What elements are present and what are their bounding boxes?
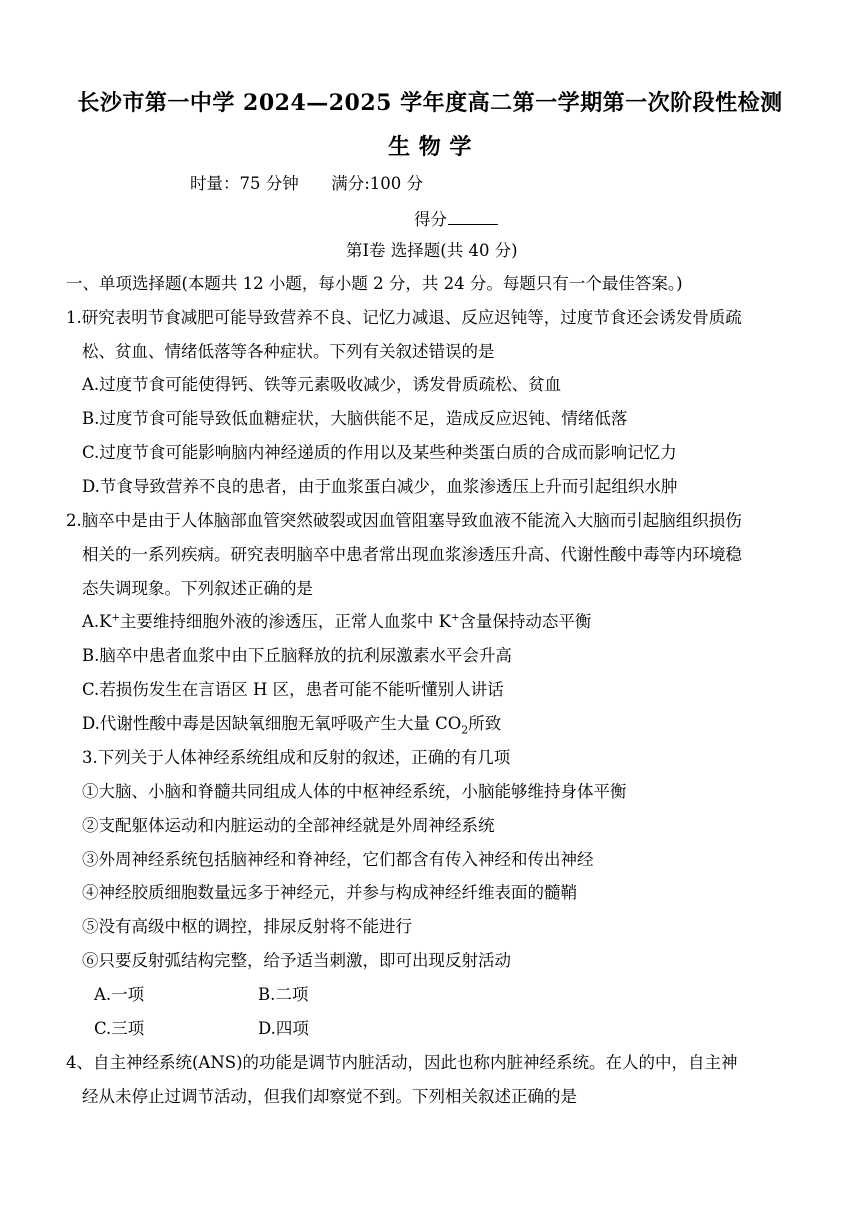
q3-option-c: C.三项 (94, 1019, 145, 1038)
q2-a-prefix: A.K (82, 612, 112, 631)
q3-statement-2: ②支配躯体运动和内脏运动的全部神经就是外周神经系统 (82, 816, 495, 835)
q3-statement-3: ③外周神经系统包括脑神经和脊神经，它们都含有传入神经和传出神经 (82, 850, 594, 869)
q2-stem-line3: 态失调现象。下列叙述正确的是 (82, 579, 313, 598)
q3-statement-1: ①大脑、小脑和脊髓共同组成人体的中枢神经系统，小脑能够维持身体平衡 (82, 782, 627, 801)
section-title: 第Ⅰ卷 选择题(共 40 分) (346, 241, 518, 260)
subject-title: 生 物 学 (388, 134, 472, 160)
q2-d-prefix: D.代谢性酸中毒是因缺氧细胞无氧呼吸产生大量 CO (82, 714, 462, 733)
time-info (190, 172, 423, 196)
time-label: 时量：75 分钟 (190, 174, 299, 193)
q2-option-c: C.若损伤发生在言语区 H 区，患者可能不能听懂别人讲话 (82, 680, 504, 699)
q2-stem-line1: 2.脑卒中是由于人体脑部血管突然破裂或因血管阻塞导致血液不能流入大脑而引起脑组织损伤 (66, 511, 742, 530)
part-one-instructions: 一、单项选择题(本题共 12 小题，每小题 2 分，共 24 分。每题只有一个最佳答案。) (66, 274, 683, 293)
q3-stem: 3.下列关于人体神经系统组成和反射的叙述，正确的有几项 (82, 748, 511, 767)
q2-d-sub: 2 (461, 723, 469, 737)
score-field (414, 206, 498, 232)
q3-statement-5: ⑤没有高级中枢的调控，排尿反射将不能进行 (82, 917, 412, 936)
q2-stem-line2: 相关的一系列疾病。研究表明脑卒中患者常出现血浆渗透压升高、代谢性酸中毒等内环境稳 (82, 545, 742, 564)
q2-a-suffix: 含量保持动态平衡 (459, 612, 592, 631)
q2-option-d (82, 712, 501, 736)
q3-statement-4: ④神经胶质细胞数量远多于神经元，并参与构成神经纤维表面的髓鞘 (82, 883, 577, 902)
q3-option-b: B.二项 (258, 985, 309, 1004)
q4-stem-line2: 经从未停止过调节活动，但我们却察觉不到。下列相关叙述正确的是 (82, 1087, 577, 1106)
q1-option-b: B.过度节食可能导致低血糖症状，大脑供能不足，造成反应迟钝、情绪低落 (82, 409, 628, 428)
q1-stem-line2: 松、贫血、情绪低落等各种症状。下列有关叙述错误的是 (82, 342, 495, 361)
q2-a-sup2: + (450, 612, 460, 624)
q2-a-sup: + (111, 612, 120, 624)
exam-title: 长沙市第一中学 2024—2025 学年度高二第一学期第一次阶段性检测 (77, 90, 783, 116)
q3-statement-6: ⑥只要反射弧结构完整，给予适当刺激，即可出现反射活动 (82, 951, 511, 970)
q2-a-mid: 主要维持细胞外液的渗透压，正常人血浆中 K (119, 612, 451, 631)
q1-option-c: C.过度节食可能影响脑内神经递质的作用以及某些种类蛋白质的合成而影响记忆力 (82, 443, 677, 462)
q3-option-a: A.一项 (94, 985, 145, 1004)
q4-stem-line1: 4、自主神经系统(ANS)的功能是调节内脏活动，因此也称内脏神经系统。在人的中，自主神 (66, 1053, 738, 1072)
score-blank (448, 206, 498, 225)
q2-option-a (82, 610, 591, 634)
q2-option-b: B.脑卒中患者血浆中由下丘脑释放的抗利尿激素水平会升高 (82, 646, 512, 665)
score-field-label: 得分 (414, 210, 447, 229)
q3-option-d: D.四项 (258, 1019, 309, 1038)
q1-option-d: D.节食导致营养不良的患者，由于血浆蛋白减少，血浆渗透压上升而引起组织水肿 (82, 477, 678, 496)
score-label: 满分:100 分 (331, 174, 424, 193)
q1-stem-line1: 1.研究表明节食减肥可能导致营养不良、记忆力减退、反应迟钝等，过度节食还会诱发骨质疏 (66, 308, 742, 327)
q2-d-suffix: 所致 (468, 714, 502, 733)
q1-option-a: A.过度节食可能使得钙、铁等元素吸收减少，诱发骨质疏松、贫血 (82, 375, 562, 394)
